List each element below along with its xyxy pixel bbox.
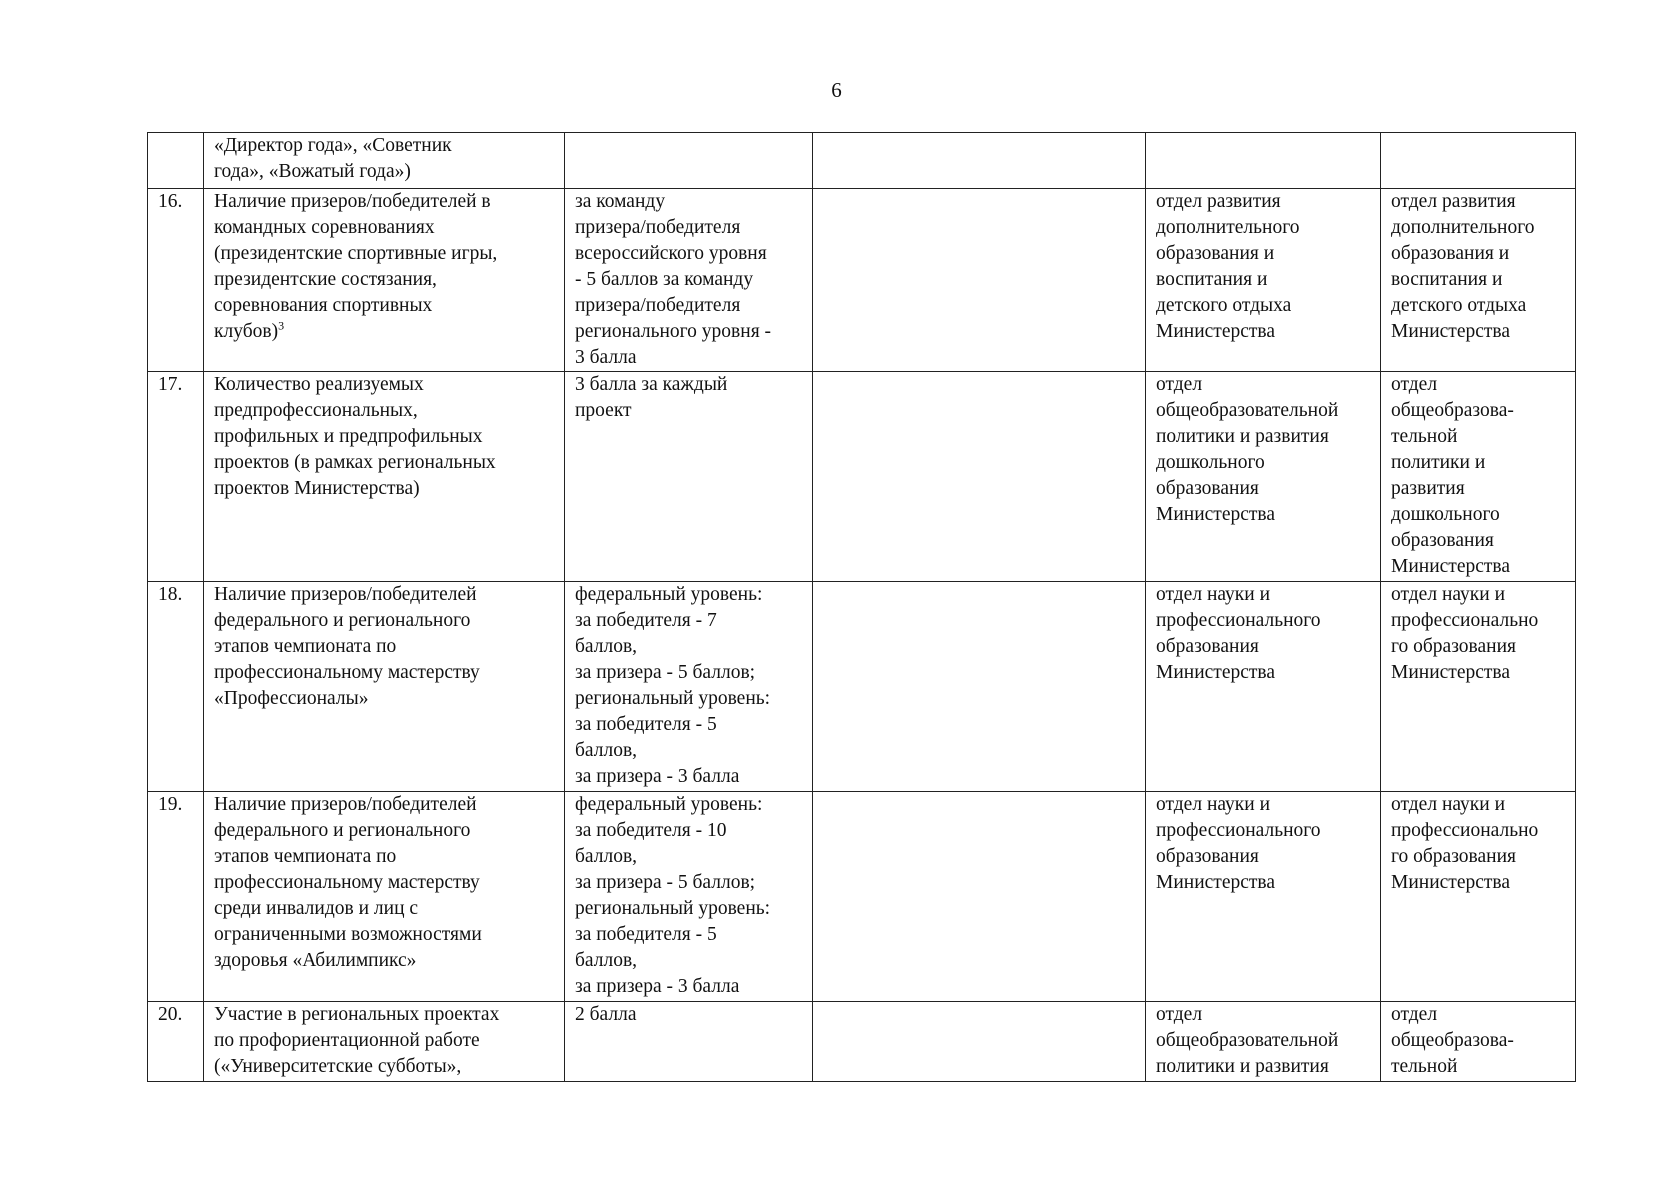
table-row [148, 372, 1576, 582]
coordinating-department: отдел общеобразова- тельной [1381, 1002, 1576, 1082]
criterion-score: 3 балла за каждый проект [565, 372, 813, 582]
empty-cell [813, 1002, 1146, 1082]
coordinating-department: отдел развития дополнительного образования и воспитания и детского отдыха Министерства [1381, 189, 1576, 372]
responsible-department: отдел развития дополнительного образования и воспитания и детского отдыха Министерства [1146, 189, 1381, 372]
table-row [148, 189, 1576, 372]
criteria-table [147, 132, 1576, 1082]
empty-cell [813, 133, 1146, 189]
criterion-name-cell [204, 189, 565, 372]
coordinating-department: отдел науки и профессионально го образования Министерства [1381, 582, 1576, 792]
coordinating-department: отдел науки и профессионально го образования Министерства [1381, 792, 1576, 1002]
responsible-department [1146, 133, 1381, 189]
row-number: 16. [148, 189, 204, 372]
responsible-department: отдел науки и профессионального образования Министерства [1146, 582, 1381, 792]
criterion-name: Наличие призеров/победителей в командных соревнованиях (президентские спортивные игры, президентские состязания, соревнования спортивных клубов) [214, 191, 498, 342]
responsible-department: отдел науки и профессионального образования Министерства [1146, 792, 1381, 1002]
criterion-score: 2 балла [565, 1002, 813, 1082]
footnote-marker: 3 [278, 318, 285, 333]
criterion-score: федеральный уровень: за победителя - 7 баллов, за призера - 5 баллов; региональный уровень: за победителя - 5 баллов, за призера - 3 балла [565, 582, 813, 792]
coordinating-department: отдел общеобразова- тельной политики и развития дошкольного образования Министерства [1381, 372, 1576, 582]
row-number [148, 133, 204, 189]
table-row [148, 1002, 1576, 1082]
empty-cell [813, 372, 1146, 582]
row-number: 19. [148, 792, 204, 1002]
responsible-department: отдел общеобразовательной политики и развития [1146, 1002, 1381, 1082]
row-number: 17. [148, 372, 204, 582]
criterion-score: федеральный уровень: за победителя - 10 баллов, за призера - 5 баллов; региональный уровень: за победителя - 5 баллов, за призера - 3 балла [565, 792, 813, 1002]
criterion-name: Участие в региональных проектах по профориентационной работе («Университетские субботы», [204, 1002, 565, 1082]
table-row [148, 582, 1576, 792]
criterion-score [565, 133, 813, 189]
table-row [148, 133, 1576, 189]
criterion-score: за команду призера/победителя всероссийского уровня - 5 баллов за команду призера/победителя регионального уровня - 3 балла [565, 189, 813, 372]
criterion-name: Количество реализуемых предпрофессиональных, профильных и предпрофильных проектов (в рамках региональных проектов Министерства) [204, 372, 565, 582]
row-number: 20. [148, 1002, 204, 1082]
row-number: 18. [148, 582, 204, 792]
coordinating-department [1381, 133, 1576, 189]
criterion-name: Наличие призеров/победителей федерального и регионального этапов чемпионата по профессиональному мастерству «Профессионалы» [204, 582, 565, 792]
criterion-name: Наличие призеров/победителей федерального и регионального этапов чемпионата по профессиональному мастерству среди инвалидов и лиц с ограниченными возможностями здоровья «Абилимпикс» [204, 792, 565, 1002]
empty-cell [813, 189, 1146, 372]
responsible-department: отдел общеобразовательной политики и развития дошкольного образования Министерства [1146, 372, 1381, 582]
empty-cell [813, 582, 1146, 792]
page-number: 6 [831, 78, 842, 102]
empty-cell [813, 792, 1146, 1002]
criterion-name: «Директор года», «Советник года», «Вожатый года») [204, 133, 565, 189]
table-row [148, 792, 1576, 1002]
